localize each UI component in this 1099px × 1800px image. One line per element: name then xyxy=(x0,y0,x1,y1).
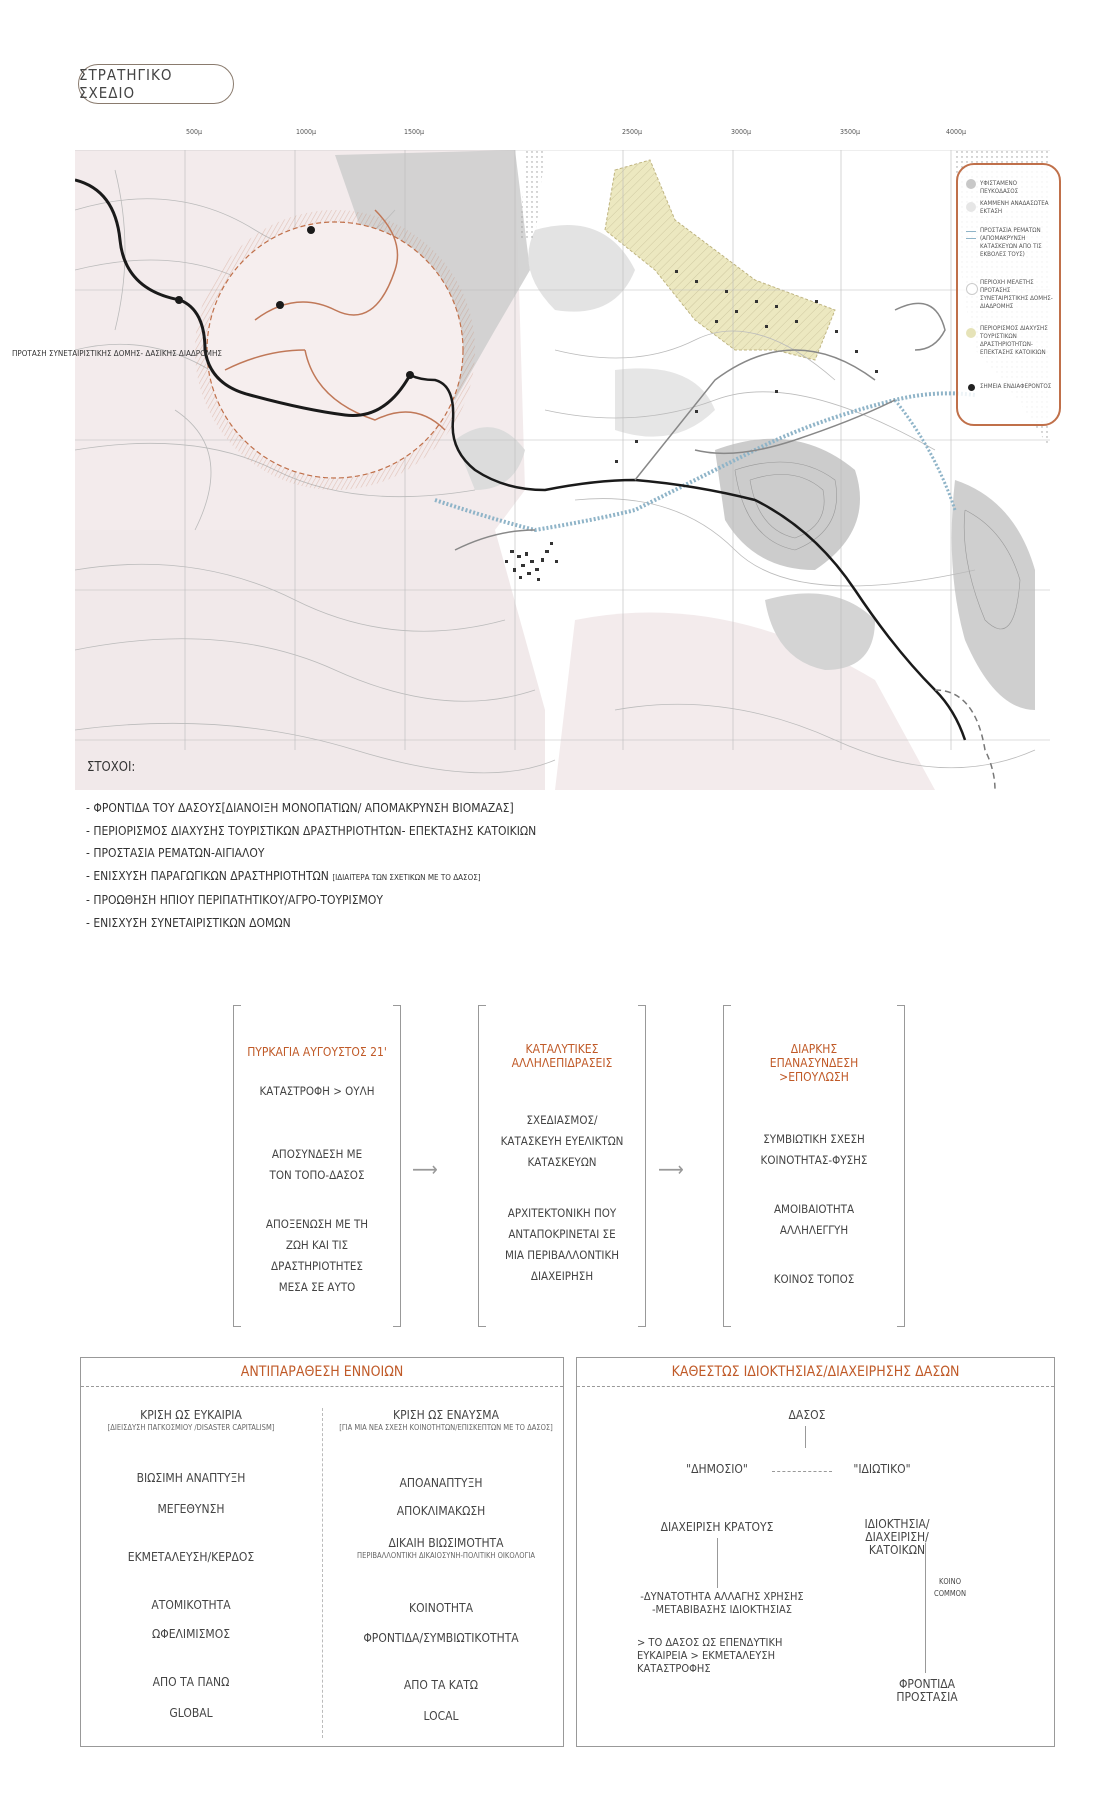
tree-private: "ΙΔΙΩΤΙΚΟ" xyxy=(853,1462,911,1476)
pink-terrain xyxy=(555,613,935,791)
concept-left: GLOBAL xyxy=(169,1706,213,1720)
concept-right: ΚΟΙΝΟΤΗΤΑ xyxy=(408,1601,473,1615)
flow-box xyxy=(478,1005,646,1327)
arrow-icon: ⟶ xyxy=(658,1157,684,1181)
tree-public: "ΔΗΜΟΣΙΟ" xyxy=(686,1462,748,1476)
goal-item: - ΠΕΡΙΟΡΙΣΜΟΣ ΔΙΑΧΥΣΗΣ ΤΟΥΡΙΣΤΙΚΩΝ ΔΡΑΣΤΗΡΙΟΤΗΤΩΝ- ΕΠΕΚΤΑΣΗΣ ΚΑΤΟΙΚΙΩΝ xyxy=(86,823,537,838)
flow-text: ΑΠΟΞΕΝΩΣΗ ΜΕ ΤΗ ΖΩΗ ΚΑΙ ΤΙΣ ΔΡΑΣΤΗΡΙΟΤΗΤΕΣ ΜΕΣΑ ΣΕ ΑΥΤΟ xyxy=(265,1217,369,1294)
concept-right: ΦΡΟΝΤΙΔΑ/ΣΥΜΒΙΩΤΙΚΟΤΗΤΑ xyxy=(363,1631,519,1645)
concept-right: ΔΙΚΑΙΗ ΒΙΩΣΙΜΟΤΗΤΑ ΠΕΡΙΒΑΛΛΟΝΤΙΚΗ ΔΙΚΑΙΟΣΥΝΗ-ΠΟΛΙΤΙΚΗ ΟΙΚΟΛΟΓΙΑ xyxy=(357,1536,535,1560)
legend-swatch xyxy=(966,231,976,239)
flow-title: ΠΥΡΚΑΓΙΑ ΑΥΓΟΥΣΤΟΣ 21' xyxy=(247,1045,387,1059)
concept-left: ΚΡΙΣΗ ΩΣ ΕΥΚΑΙΡΙΑ [ΔΙΕΙΣΔΥΣΗ ΠΑΓΚΟΣΜΙΟΥ /DISASTER CAPITALISM] xyxy=(107,1408,275,1432)
ruler-label: 3000μ xyxy=(731,128,752,136)
public-management: ΔΙΑΧΕΙΡΙΣΗ ΚΡΑΤΟΥΣ xyxy=(660,1520,774,1534)
legend-swatch xyxy=(966,283,978,295)
coast-dots xyxy=(520,150,545,240)
public-outcome: > ΤΟ ΔΑΣΟΣ ΩΣ ΕΠΕΝΔΥΤΙΚΗ ΕΥΚΑΙΡΕΙΑ > ΕΚΜΕΤΑΛΕΥΣΗ ΚΑΤΑΣΤΡΟΦΗΣ xyxy=(637,1636,783,1675)
point-of-interest xyxy=(406,371,414,379)
concept-left: ΑΤΟΜΙΚΟΤΗΤΑ xyxy=(151,1598,231,1612)
concept-left: ΜΕΓΕΘΥΝΣΗ xyxy=(157,1502,225,1516)
concept-right: ΑΠΟΑΝΑΠΤΥΞΗ xyxy=(399,1476,483,1490)
legend-label: ΥΦΙΣΤΑΜΕΝΟ ΠΕΥΚΟΔΑΣΟΣ xyxy=(980,180,1019,195)
page-title: ΣΤΡΑΤΗΓΙΚΟ ΣΧΕΔΙΟ xyxy=(78,64,234,104)
legend-label: ΠΕΡΙΟΡΙΣΜΟΣ ΔΙΑΧΥΣΗΣ ΤΟΥΡΙΣΤΙΚΩΝ ΔΡΑΣΤΗΡΙΟΤΗΤΩΝ- ΕΠΕΚΤΑΣΗΣ ΚΑΤΟΙΚΙΩΝ xyxy=(980,325,1048,356)
legend-swatch xyxy=(966,328,976,338)
legend-label: ΚΑΜΜΕΝΗ ΑΝΑΔΑΣΩΤΕΑ ΕΚΤΑΣΗ xyxy=(980,200,1049,215)
point-of-interest xyxy=(276,301,284,309)
strategic-map xyxy=(75,150,1050,790)
flow-box xyxy=(233,1005,401,1327)
flow-text: ΑΜΟΙΒΑΙΟΤΗΤΑ ΑΛΛΗΛΕΓΓΥΗ xyxy=(773,1202,855,1237)
goal-item: - ΠΡΟΣΤΑΣΙΑ ΡΕΜΑΤΩΝ-ΑΙΓΙΑΛΟΥ xyxy=(86,846,265,860)
point-of-interest xyxy=(307,226,315,234)
flow-title: ΔΙΑΡΚΗΣ ΕΠΑΝΑΣΥΝΔΕΣΗ >ΕΠΟΥΛΩΣΗ xyxy=(769,1042,859,1084)
public-risk: -ΔΥΝΑΤΟΤΗΤΑ ΑΛΛΑΓΗΣ ΧΡΗΣΗΣ -ΜΕΤΑΒΙΒΑΣΗΣ ΙΔΙΟΚΤΗΣΙΑΣ xyxy=(640,1590,804,1616)
legend-label: ΠΕΡΙΟΧΗ ΜΕΛΕΤΗΣ ΠΡΟΤΑΣΗΣ ΣΥΝΕΤΑΙΡΙΣΤΙΚΗΣ ΔΟΜΗΣ-ΔΙΑΔΡΟΜΗΣ xyxy=(980,279,1053,310)
concept-left: ΩΦΕΛΙΜΙΣΜΟΣ xyxy=(151,1627,231,1641)
tree-root: ΔΑΣΟΣ xyxy=(788,1408,826,1422)
concept-right: ΑΠΟΚΛΙΜΑΚΩΣΗ xyxy=(396,1504,486,1518)
legend-swatch xyxy=(968,384,975,391)
concept-left: ΒΙΩΣΙΜΗ ΑΝΑΠΤΥΞΗ xyxy=(136,1471,246,1485)
concept-right: LOCAL xyxy=(423,1709,459,1723)
concept-left: ΑΠΟ ΤΑ ΠΑΝΩ xyxy=(152,1675,230,1689)
goal-item: - ΕΝΙΣΧΥΣΗ ΣΥΝΕΤΑΙΡΙΣΤΙΚΩΝ ΔΟΜΩΝ xyxy=(86,915,291,930)
goal-item: - ΕΝΙΣΧΥΣΗ ΠΑΡΑΓΩΓΙΚΩΝ ΔΡΑΣΤΗΡΙΟΤΗΤΩΝ [ΙΔΙΑΙΤΕΡΑ ΤΩΝ ΣΧΕΤΙΚΩΝ ΜΕ ΤΟ ΔΑΣΟΣ] xyxy=(86,868,481,883)
ownership-panel xyxy=(576,1357,1055,1747)
forest-area xyxy=(615,368,715,436)
goal-item: - ΠΡΟΩΘΗΣΗ ΗΠΙΟΥ ΠΕΡΙΠΑΤΗΤΙΚΟΥ/ΑΓΡΟ-ΤΟΥΡΙΣΜΟΥ xyxy=(86,893,383,907)
concept-right: ΚΡΙΣΗ ΩΣ ΕΝΑΥΣΜΑ [ΓΙΑ ΜΙΑ ΝΕΑ ΣΧΕΣΗ ΚΟΙΝΟΤΗΤΩΝ/ΕΠΙΣΚΕΠΤΩΝ ΜΕ ΤΟ ΔΑΣΟΣ] xyxy=(339,1408,553,1432)
private-outcome: ΦΡΟΝΤΙΔΑ ΠΡΟΣΤΑΣΙΑ xyxy=(896,1677,958,1704)
panel-title: ΑΝΤΙΠΑΡΑΘΕΣΗ ΕΝΝΟΙΩΝ xyxy=(240,1364,404,1380)
private-management: ΙΔΙΟΚΤΗΣΙΑ/ΔΙΑΧΕΙΡΙΣΗ/ ΚΑΤΟΙΚΩΝ xyxy=(864,1517,930,1557)
concept-left: ΕΚΜΕΤΑΛΕΥΣΗ/ΚΕΡΔΟΣ xyxy=(127,1550,255,1564)
goals-list xyxy=(86,797,536,934)
commons-label: ΚΟΙΝΟ COMMON xyxy=(933,1577,967,1598)
flow-title: ΚΑΤΑΛΥΤΙΚΕΣ ΑΛΛΗΛΕΠΙΔΡΑΣΕΙΣ xyxy=(511,1042,613,1070)
ruler-label: 500μ xyxy=(186,128,203,136)
flow-text: ΚΑΤΑΣΤΡΟΦΗ > ΟΥΛΗ xyxy=(259,1084,375,1098)
legend-swatch xyxy=(966,202,976,212)
goals-title: ΣΤΟΧΟΙ: xyxy=(87,760,136,775)
map-legend xyxy=(956,163,1061,426)
ruler-label: 1500μ xyxy=(404,128,425,136)
flow-text: ΚΟΙΝΟΣ ΤΟΠΟΣ xyxy=(773,1272,855,1286)
concepts-panel xyxy=(80,1357,564,1747)
tourism-limit-zone xyxy=(605,160,835,360)
stream xyxy=(895,400,955,510)
ruler-label: 1000μ xyxy=(296,128,317,136)
ruler-label: 2500μ xyxy=(622,128,643,136)
legend-label: ΠΡΟΣΤΑΣΙΑ ΡΕΜΑΤΩΝ (ΑΠΟΜΑΚΡΥΝΣΗ ΚΑΤΑΣΚΕΥΩΝ ΑΠΟ ΤΙΣ ΕΚΒΟΛΕΣ ΤΟΥΣ) xyxy=(980,227,1042,258)
flow-text: ΣΧΕΔΙΑΣΜΟΣ/ΚΑΤΑΣΚΕΥΗ ΕΥΕΛΙΚΤΩΝ ΚΑΤΑΣΚΕΥΩΝ xyxy=(500,1113,624,1169)
concept-right: ΑΠΟ ΤΑ ΚΑΤΩ xyxy=(403,1678,479,1692)
ruler-label: 3500μ xyxy=(840,128,861,136)
flow-text: ΣΥΜΒΙΩΤΙΚΗ ΣΧΕΣΗ ΚΟΙΝΟΤΗΤΑΣ-ΦΥΣΗΣ xyxy=(760,1132,868,1167)
goal-item: - ΦΡΟΝΤΙΔΑ ΤΟΥ ΔΑΣΟΥΣ[ΔΙΑΝΟΙΞΗ ΜΟΝΟΠΑΤΙΩΝ/ ΑΠΟΜΑΚΡΥΝΣΗ ΒΙΟΜΑΖΑΣ] xyxy=(86,801,514,815)
arrow-icon: ⟶ xyxy=(412,1157,438,1181)
flow-text: ΑΠΟΣΥΝΔΕΣΗ ΜΕ ΤΟΝ ΤΟΠΟ-ΔΑΣΟΣ xyxy=(269,1147,365,1182)
point-of-interest xyxy=(175,296,183,304)
flow-text: ΑΡΧΙΤΕΚΤΟΝΙΚΗ ΠΟΥ ΑΝΤΑΠΟΚΡΙΝΕΤΑΙ ΣΕ ΜΙΑ ΠΕΡΙΒΑΛΛΟΝΤΙΚΗ ΔΙΑΧΕΙΡΗΣΗ xyxy=(504,1206,620,1283)
panel-title: ΚΑΘΕΣΤΩΣ ΙΔΙΟΚΤΗΣΙΑΣ/ΔΙΑΧΕΙΡΗΣΗΣ ΔΑΣΩΝ xyxy=(671,1364,960,1380)
flow-box xyxy=(723,1005,905,1327)
side-label: ΠΡΟΤΑΣΗ ΣΥΝΕΤΑΙΡΙΣΤΙΚΗΣ ΔΟΜΗΣ- ΔΑΣΙΚΗΣ ΔΙΑΔΡΟΜΗΣ xyxy=(12,349,222,358)
legend-swatch xyxy=(966,179,976,189)
ruler-label: 4000μ xyxy=(946,128,967,136)
forest-area xyxy=(952,480,1035,710)
legend-label: ΣΗΜΕΙΑ ΕΝΔΙΑΦΕΡΟΝΤΟΣ xyxy=(980,383,1052,390)
study-area-circle xyxy=(207,222,463,478)
